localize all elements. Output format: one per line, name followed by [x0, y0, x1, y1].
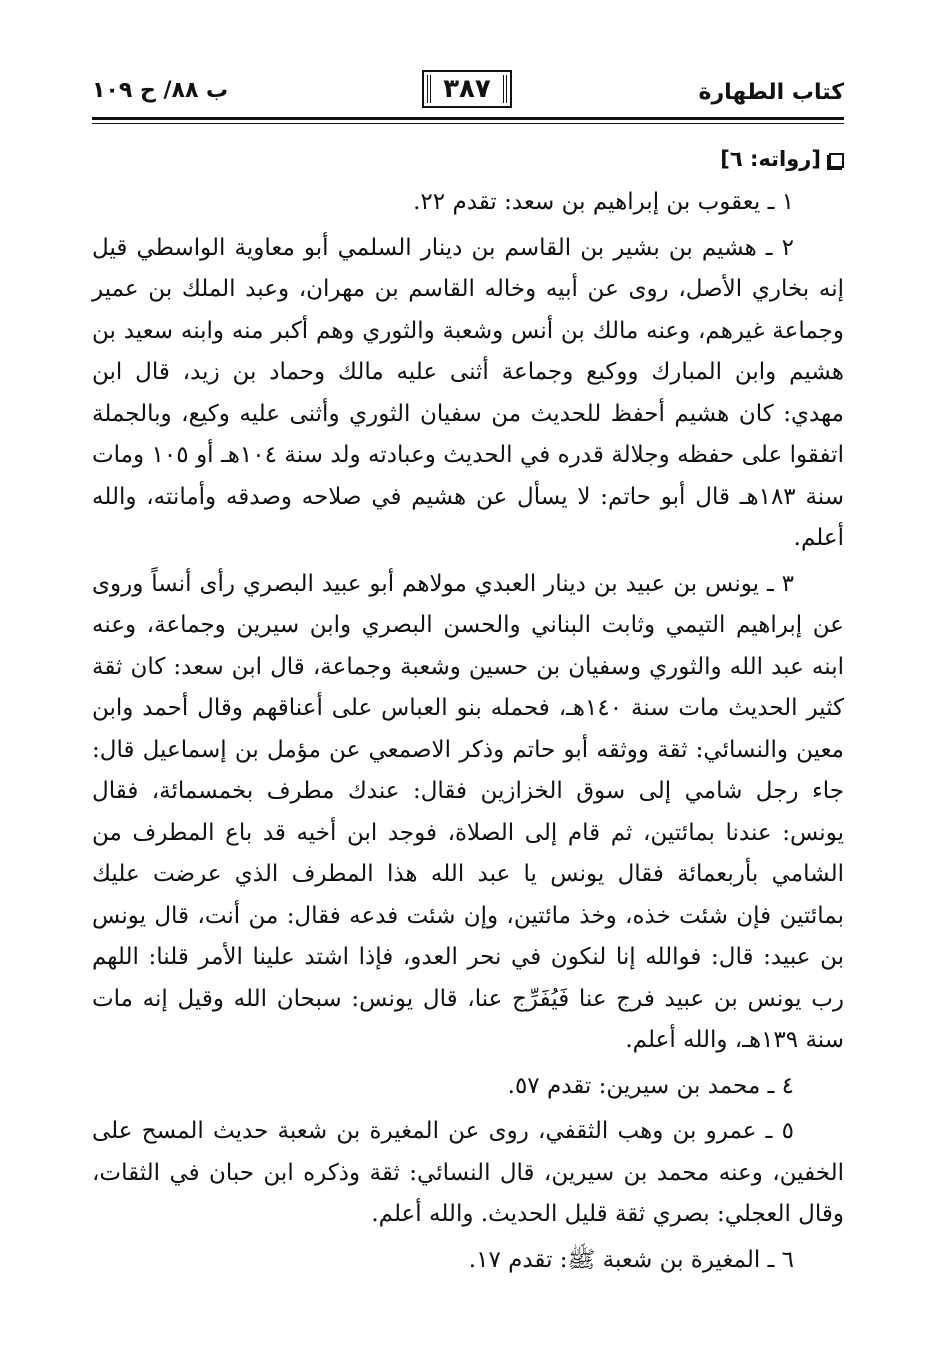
header-rule-thin: [92, 123, 844, 124]
chapter-reference: ب ٨٨/ ح ١٠٩: [92, 78, 229, 103]
header-rule-thick: [92, 117, 844, 120]
narrator-entry-4: ٤ ـ محمد بن سيرين: تقدم ٥٧.: [507, 1072, 794, 1099]
narrator-entry-3: ٣ ـ يونس بن عبيد بن دينار العبدي مولاهم أبو عبيد البصري رأى أنساً وروى عن إبراهيم التيمي وثابت البناني والحسن البصري وابن سيرين وجماعة، وعنه ابنه عبد الله والثوري وسفيان بن حسين وشعبة وجماعة، قال ابن سعد: كان ثقة كثير الحديث مات سنة ١٤٠هـ، فحمله بنو العباس على أعناقهم وقال أحمد وابن معين والنسائي: ثقة ووثقه أبو حاتم وذكر الاصمعي عن مؤمل بن إسماعيل قال: جاء رجل شامي إلى سوق الخزازين فقال: عندك مطرف بخمسمائة، فقال يونس: عندنا بمائتين، ثم قام إلى الصلاة، فوجد ابن أخيه قد باع المطرف من الشامي بأربعمائة فقال يونس يا عبد الله هذا المطرف الذي عرضت عليك بمائتين فإن شئت خذه، وخذ مائتين، وإن شئت فدعه فقال: من أنت، قال يونس بن عبيد: قال: فوالله إنا لنكون في نحر العدو، فإذا اشتد علينا الأمر قلنا: اللهم رب يونس بن عبيد فرج عنا فَيُفَرِّج عنا، قال يونس: سبحان الله وقيل إنه مات سنة ١٣٩هـ، والله أعلم.: [92, 570, 844, 1053]
narrator-entry-5: ٥ ـ عمرو بن وهب الثقفي، روى عن المغيرة بن شعبة حديث المسح على الخفين، وعنه محمد بن سيرين، قال النسائي: ثقة وذكره ابن حبان في الثقات، وقال العجلي: بصري ثقة قليل الحديث. والله أعلم.: [92, 1118, 844, 1227]
book-title: كتاب الطهارة: [698, 80, 844, 105]
section-title: [رواته: ٦]: [720, 147, 821, 172]
running-header: [92, 66, 844, 118]
narrator-entry-6: ٦ ـ المغيرة بن شعبة ﷺ: تقدم ١٧.: [468, 1246, 794, 1273]
square-bullet-icon: [829, 153, 844, 168]
narrator-entry-1: ١ ـ يعقوب بن إبراهيم بن سعد: تقدم ٢٢.: [413, 189, 794, 215]
section-heading: [92, 140, 844, 180]
page-body: [92, 140, 844, 1285]
narrator-entry-2: ٢ ـ هشيم بن بشير بن القاسم بن دينار السلمي أبو معاوية الواسطي قيل إنه بخاري الأصل، روى عن أبيه وخاله القاسم بن مهران، وعبد الملك بن عمير وجماعة غيرهم، وعنه مالك بن أنس وشعبة والثوري وهم أكبر منه وابنه سعيد بن هشيم وابن المبارك ووكيع وجماعة أثنى عليه مالك وحماد بن زيد، قال ابن مهدي: كان هشيم أحفظ للحديث من سفيان الثوري وأثنى عليه وكيع، وبالجملة اتفقوا على حفظه وجلالة قدره في الحديث وعبادته ولد سنة ١٠٤هـ أو ١٠٥ ومات سنة ١٨٣هـ قال أبو حاتم: لا يسأل عن هشيم في صلاحه وصدقه وأمانته، والله أعلم.: [92, 234, 844, 551]
page-number: ٣٨٧: [422, 70, 512, 108]
